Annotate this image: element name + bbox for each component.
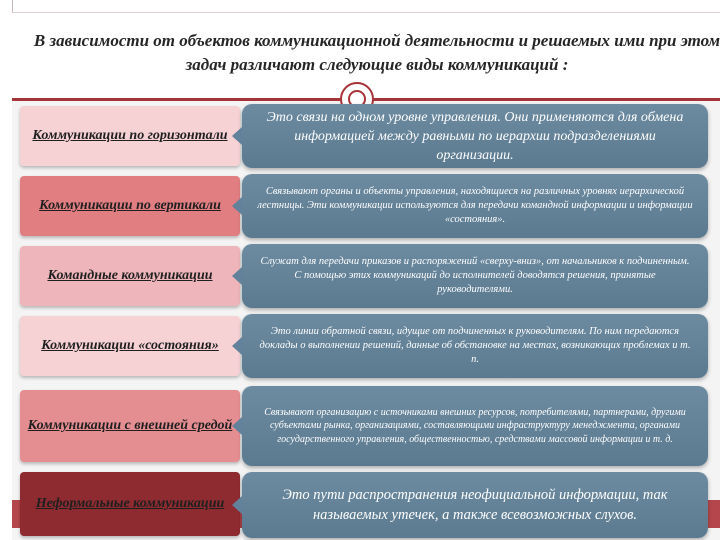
row-label-text: Коммуникации по вертикали	[39, 198, 221, 213]
row-description-text: Это связи на одном уровне управления. Они применяются для обмена информацией между равными по иерархии подразделениями организации.	[266, 109, 684, 163]
row-description-horizontal	[242, 104, 708, 168]
row-description-state	[242, 314, 708, 378]
row-label-text: Коммуникации «состояния»	[41, 338, 219, 353]
row-description-text: Это пути распространения неофициальной информации, так называемых утечек, а также всевозможных слухов.	[282, 487, 668, 523]
row-description-vertical	[242, 174, 708, 238]
row-label-command	[20, 246, 240, 306]
row-label-external	[20, 390, 240, 462]
slide-title: В зависимости от объектов коммуникационной деятельности и решаемых ими при этом задач различают следующие виды коммуникаций :	[33, 31, 720, 74]
row-description-text: Связывают организацию с источниками внешних ресурсов, потребителями, партнерами, другими субъектами рынка, организациями, составляющими инфраструктуру менеджмента, органами государственного управления, общественностью, средствами массовой информации и т. д.	[264, 406, 686, 445]
row-label-text: Неформальные коммуникации	[35, 496, 225, 511]
row-description-text: Служат для передачи приказов и распоряжений «сверху-вниз», от начальников к подчиненным. С помощью этих коммуникаций до исполнителей доводятся решения, принятые руководителями.	[260, 256, 690, 295]
row-label-text: Коммуникации с внешней средой	[27, 418, 233, 433]
row-description-external	[242, 386, 708, 466]
row-label-text: Командные коммуникации	[47, 268, 213, 283]
row-description-command	[242, 244, 708, 308]
row-label-horizontal	[20, 106, 240, 166]
row-label-text: Коммуникации по горизонтали	[32, 128, 228, 143]
row-description-text: Это линии обратной связи, идущие от подчиненных к руководителям. По ним передаются доклады о выполнении решений, данные об обстановке на местах, возникающих проблемах и т. п.	[259, 326, 691, 365]
row-label-state	[20, 316, 240, 376]
row-label-vertical	[20, 176, 240, 236]
row-description-text: Связывают органы и объекты управления, находящиеся на различных уровнях иерархической лестницы. Эти коммуникации используются для передачи командной информации и информации «состояния».	[257, 186, 693, 225]
row-description-informal	[242, 472, 708, 538]
row-label-informal	[20, 472, 240, 536]
